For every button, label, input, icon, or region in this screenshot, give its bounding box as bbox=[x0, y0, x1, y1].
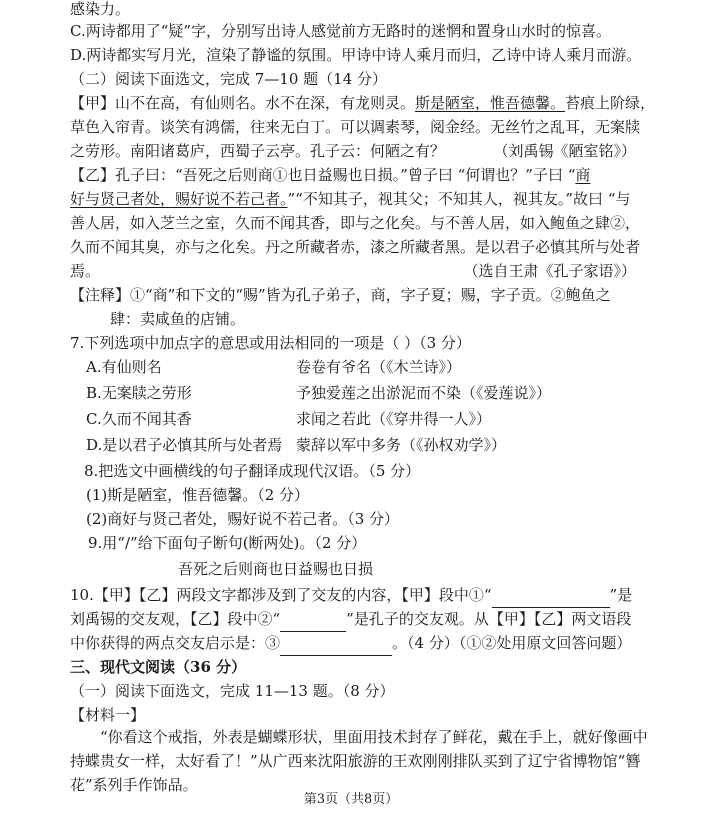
question-9-sentence: 吾死之后则商也日益赐也日损 bbox=[178, 560, 374, 578]
option-row bbox=[86, 406, 652, 432]
option-d: D.两诗都实写月光，渲染了静谧的氛围。甲诗中诗人乘月而归，乙诗中诗人乘月而游。 bbox=[70, 46, 642, 64]
text-segment: 焉。 bbox=[70, 262, 101, 280]
option-right: 蒙辞以军中多务（《孙权劝学》） bbox=[296, 436, 507, 454]
section-subheading: （一）阅读下面选文，完成 11—13 题。（8 分） bbox=[70, 682, 395, 700]
text-segment: 苔痕上阶绿， bbox=[565, 94, 656, 112]
material-paragraph: “你看这个戒指，外表是蝴蝶形状，里面用技术封存了鲜花，戴在手上，就好像画中 bbox=[100, 728, 648, 746]
text-segment: 。（4 分）（①②处用原文回答问题） bbox=[392, 634, 632, 652]
annotation: 肆：卖咸鱼的店铺。 bbox=[110, 310, 246, 328]
material-label: 【材料一】 bbox=[70, 706, 146, 724]
passage-yi-line bbox=[70, 186, 636, 212]
question-8-part: (1)斯是陋室，惟吾德馨。（2 分） bbox=[86, 486, 310, 504]
option-left: A.有仙则名 bbox=[86, 358, 162, 376]
question-8-part: (2)商好与贤己者处，赐好说不若己者。（3 分） bbox=[86, 510, 400, 528]
passage-yi-line: 善人居，如入芝兰之室，久而不闻其香，即与之化矣。与不善人居，如入鲍鱼之肆②， bbox=[70, 214, 641, 232]
text-segment: 中你获得的两点交友启示是：③ bbox=[70, 634, 281, 652]
passage-jia-line: 草色入帘青。谈笑有鸿儒，往来无白丁。可以调素琴，阅金经。无丝竹之乱耳，无案牍 bbox=[70, 118, 641, 136]
section-heading: （二）阅读下面选文，完成 7—10 题（14 分） bbox=[70, 70, 388, 88]
text-segment: ”是孔子的交友观。从【甲】【乙】两文语段 bbox=[346, 610, 632, 628]
material-paragraph: 持蝶贵女一样，太好看了！”从广西来沈阳旅游的王欢刚刚排队买到了辽宁省博物馆“簪 bbox=[70, 752, 641, 770]
text-segment: 【甲】山不在高，有仙则名。水不在深，有龙则灵。 bbox=[70, 94, 416, 112]
option-row bbox=[86, 432, 652, 458]
section-heading: 三、现代文阅读（36 分） bbox=[70, 658, 247, 676]
option-c: C.两诗都用了“疑”字，分别写出诗人感觉前方无路时的迷惘和置身山水时的惊喜。 bbox=[70, 22, 612, 40]
underlined-sentence: 斯是陋室，惟吾德馨。 bbox=[415, 94, 566, 112]
text-segment: ”是 bbox=[609, 586, 633, 604]
question-10 bbox=[70, 582, 636, 608]
option-row bbox=[86, 354, 652, 380]
source-citation: （选自王肃《孔子家语》） bbox=[463, 262, 636, 280]
question-8: 8.把选文中画横线的句子翻译成现代汉语。（5 分） bbox=[84, 462, 421, 480]
text-segment: 之劳形。南阳诸葛庐，西蜀子云亭。孔子云：何陋之有？ bbox=[70, 142, 446, 160]
underlined-sentence: 好与贤己者处，赐好说不若己者。 bbox=[70, 190, 288, 208]
passage-yi-line bbox=[70, 258, 636, 284]
passage-jia-line bbox=[70, 90, 656, 116]
question-9: 9.用“/”给下面句子断句(断两处)。（2 分） bbox=[88, 534, 367, 552]
question-7: 7.下列选项中加点字的意思或用法相同的一项是（ ）（3 分） bbox=[70, 334, 471, 352]
material-paragraph: 花”系列手作饰品。 bbox=[70, 776, 198, 794]
option-right: 卷卷有爷名（《木兰诗》） bbox=[296, 358, 462, 376]
text-segment: 刘禹锡的交友观，【乙】段中②“ bbox=[70, 610, 281, 628]
text-segment: 【乙】孔子曰：“吾死之后则商①也日益赐也日损。”曾子曰 “何谓也？”子曰 “ bbox=[70, 166, 576, 184]
option-left: D.是以君子必慎其所与处者焉 bbox=[86, 436, 283, 454]
option-right: 予独爱莲之出淤泥而不染（《爱莲说》） bbox=[296, 384, 552, 402]
passage-jia-line bbox=[70, 138, 636, 164]
option-left: B.无案牍之劳形 bbox=[86, 384, 192, 402]
source-citation: （刘禹锡《陋室铭》） bbox=[493, 142, 636, 160]
option-right: 求闻之若此（《穿井得一人》） bbox=[296, 410, 492, 428]
underlined-sentence: 商 bbox=[575, 166, 591, 184]
option-left: C.久而不闻其香 bbox=[86, 410, 192, 428]
question-10 bbox=[70, 606, 636, 632]
text-segment: 10.【甲】【乙】两段文字都涉及到了交友的内容，【甲】段中①“ bbox=[70, 586, 492, 604]
question-10 bbox=[70, 630, 636, 656]
page-number: 第3页（共8页） bbox=[303, 792, 399, 807]
option-row bbox=[86, 380, 652, 406]
passage-yi-line: 久而不闻其臭，亦与之化矣。丹之所藏者赤，漆之所藏者黑。是以君子必慎其所与处者 bbox=[70, 238, 641, 256]
passage-yi-line bbox=[70, 162, 636, 188]
annotation: 【注释】①“商”和下文的“赐”皆为孔子弟子，商，字子夏；赐，字子贡。②鲍鱼之 bbox=[70, 286, 611, 304]
text-segment: ”“不知其子，视其父；不知其人，视其友。”故曰 “与 bbox=[287, 190, 631, 208]
text-line: 感染力。 bbox=[70, 0, 131, 18]
